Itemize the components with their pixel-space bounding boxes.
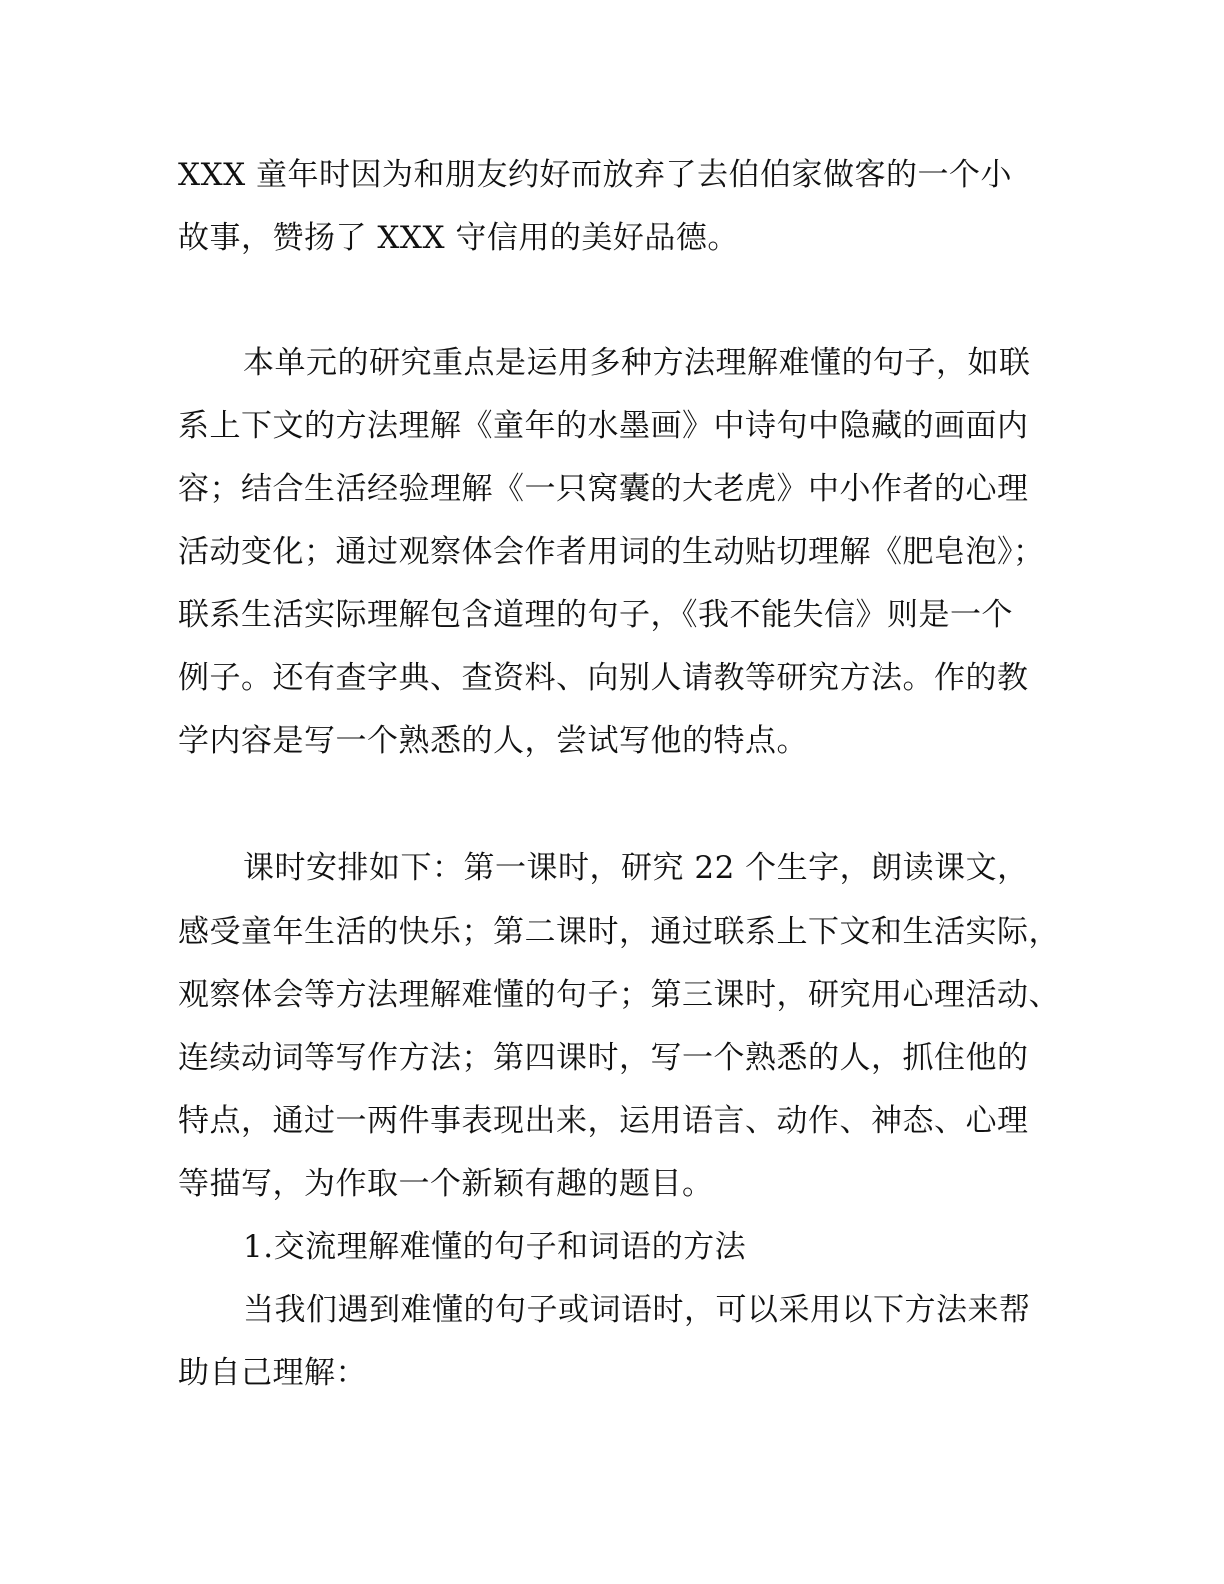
- paragraph-2-line-7: 学内容是写一个熟悉的人，尝试写他的特点。: [178, 723, 808, 759]
- paragraph-2-line-5: 联系生活实际理解包含道理的句子，《我不能失信》则是一个: [178, 597, 1013, 633]
- paragraph-4-line-2: 助自己理解：: [178, 1355, 367, 1391]
- paragraph-3-line-5: 特点，通过一两件事表现出来，运用语言、动作、神态、心理: [178, 1103, 1029, 1139]
- paragraph-3-line-6: 等描写，为作取一个新颖有趣的题目。: [178, 1166, 714, 1202]
- paragraph-2-line-1: 本单元的研究重点是运用多种方法理解难懂的句子，如联: [243, 345, 1031, 381]
- paragraph-4-line-1: 当我们遇到难懂的句子或词语时，可以采用以下方法来帮: [243, 1292, 1031, 1328]
- paragraph-2-line-4: 活动变化；通过观察体会作者用词的生动贴切理解《肥皂泡》；: [178, 534, 1045, 570]
- paragraph-3-line-4: 连续动词等写作方法；第四课时，写一个熟悉的人，抓住他的: [178, 1040, 1029, 1076]
- paragraph-2-line-6: 例子。还有查字典、查资料、向别人请教等研究方法。作的教: [178, 660, 1029, 696]
- section-heading: 1.交流理解难懂的句子和词语的方法: [243, 1229, 747, 1265]
- paragraph-2-line-3: 容；结合生活经验理解《一只窝囊的大老虎》中小作者的心理: [178, 471, 1029, 507]
- paragraph-2-line-2: 系上下文的方法理解《童年的水墨画》中诗句中隐藏的画面内: [178, 408, 1029, 444]
- paragraph-1-line-1: XXX 童年时因为和朋友约好而放弃了去伯伯家做客的一个小: [178, 157, 1013, 193]
- paragraph-3-line-3: 观察体会等方法理解难懂的句子；第三课时，研究用心理活动、: [178, 977, 1060, 1013]
- paragraph-1-line-2: 故事，赞扬了 XXX 守信用的美好品德。: [178, 220, 739, 256]
- paragraph-3-line-2: 感受童年生活的快乐；第二课时，通过联系上下文和生活实际，: [178, 914, 1060, 950]
- paragraph-3-line-1: 课时安排如下：第一课时，研究 22 个生字，朗读课文，: [243, 850, 1029, 886]
